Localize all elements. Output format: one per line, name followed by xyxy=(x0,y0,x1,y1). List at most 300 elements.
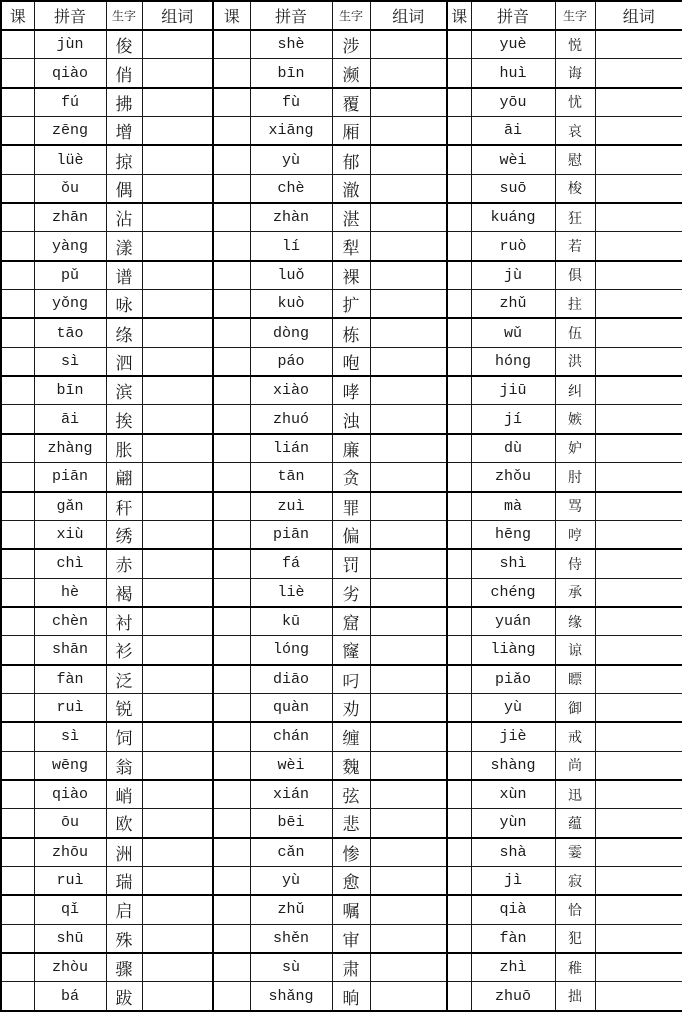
character-cell: 骤 xyxy=(106,953,142,982)
header-cell-words: 组词 xyxy=(142,1,213,30)
pinyin-cell: gǎn xyxy=(34,492,106,521)
words-cell xyxy=(370,578,447,607)
lesson-cell xyxy=(213,693,250,722)
character-cell: 嘱 xyxy=(332,895,370,924)
table-row xyxy=(1,780,682,809)
words-cell xyxy=(142,232,213,261)
table-row xyxy=(1,722,682,751)
pinyin-cell: zhǔ xyxy=(471,290,555,319)
character-cell: 恰 xyxy=(555,895,595,924)
words-cell xyxy=(595,982,682,1011)
table-row xyxy=(1,982,682,1011)
pinyin-cell: jù xyxy=(471,261,555,290)
lesson-cell xyxy=(213,463,250,492)
table-row xyxy=(1,693,682,722)
lesson-cell xyxy=(213,751,250,780)
pinyin-cell: yōu xyxy=(471,88,555,117)
pinyin-cell: luǒ xyxy=(250,261,332,290)
table-row xyxy=(1,59,682,88)
character-cell: 骂 xyxy=(555,492,595,521)
pinyin-cell: zhì xyxy=(471,953,555,982)
character-cell: 峭 xyxy=(106,780,142,809)
character-cell: 扩 xyxy=(332,290,370,319)
words-cell xyxy=(142,838,213,867)
words-cell xyxy=(142,434,213,463)
pinyin-cell: mà xyxy=(471,492,555,521)
lesson-cell xyxy=(1,463,34,492)
words-cell xyxy=(142,492,213,521)
character-cell: 拙 xyxy=(555,982,595,1011)
lesson-cell xyxy=(447,982,471,1011)
pinyin-cell: lí xyxy=(250,232,332,261)
table-row xyxy=(1,520,682,549)
pinyin-cell: tān xyxy=(250,463,332,492)
character-cell: 蕴 xyxy=(555,809,595,838)
words-cell xyxy=(595,520,682,549)
lesson-cell xyxy=(213,232,250,261)
character-cell: 嫉 xyxy=(555,405,595,434)
pinyin-cell: bīn xyxy=(34,376,106,405)
lesson-cell xyxy=(447,780,471,809)
character-cell: 褐 xyxy=(106,578,142,607)
table-row xyxy=(1,145,682,174)
pinyin-cell: fú xyxy=(34,88,106,117)
lesson-cell xyxy=(1,838,34,867)
pinyin-cell: kuò xyxy=(250,290,332,319)
character-cell: 增 xyxy=(106,117,142,146)
lesson-cell xyxy=(1,203,34,232)
lesson-cell xyxy=(447,376,471,405)
header-cell-pinyin: 拼音 xyxy=(250,1,332,30)
pinyin-cell: zhòu xyxy=(34,953,106,982)
lesson-cell xyxy=(1,59,34,88)
lesson-cell xyxy=(213,780,250,809)
character-cell: 罚 xyxy=(332,549,370,578)
pinyin-cell: dòng xyxy=(250,318,332,347)
lesson-cell xyxy=(1,347,34,376)
pinyin-cell: hēng xyxy=(471,520,555,549)
lesson-cell xyxy=(213,982,250,1011)
words-cell xyxy=(370,261,447,290)
pinyin-cell: zhǒu xyxy=(471,463,555,492)
pinyin-cell: piān xyxy=(34,463,106,492)
lesson-cell xyxy=(1,751,34,780)
words-cell xyxy=(142,261,213,290)
character-cell: 肃 xyxy=(332,953,370,982)
words-cell xyxy=(142,578,213,607)
pinyin-cell: sù xyxy=(250,953,332,982)
words-cell xyxy=(370,924,447,953)
lesson-cell xyxy=(213,261,250,290)
character-cell: 罪 xyxy=(332,492,370,521)
lesson-cell xyxy=(1,145,34,174)
lesson-cell xyxy=(1,30,34,59)
character-cell: 迅 xyxy=(555,780,595,809)
pinyin-cell: zhān xyxy=(34,203,106,232)
table-row xyxy=(1,376,682,405)
character-cell: 缠 xyxy=(332,722,370,751)
pinyin-cell: lián xyxy=(250,434,332,463)
character-cell: 纠 xyxy=(555,376,595,405)
character-cell: 饲 xyxy=(106,722,142,751)
table-row xyxy=(1,838,682,867)
pinyin-cell: xiù xyxy=(34,520,106,549)
words-cell xyxy=(595,59,682,88)
pinyin-cell: xùn xyxy=(471,780,555,809)
character-cell: 晌 xyxy=(332,982,370,1011)
pinyin-cell: fàn xyxy=(471,924,555,953)
character-cell: 窿 xyxy=(332,636,370,665)
lesson-cell xyxy=(1,88,34,117)
lesson-cell xyxy=(213,520,250,549)
pinyin-cell: wēng xyxy=(34,751,106,780)
lesson-cell xyxy=(213,607,250,636)
words-cell xyxy=(142,751,213,780)
pinyin-cell: jì xyxy=(471,866,555,895)
words-cell xyxy=(370,290,447,319)
lesson-cell xyxy=(213,895,250,924)
table-row xyxy=(1,434,682,463)
pinyin-cell: shū xyxy=(34,924,106,953)
pinyin-cell: bēi xyxy=(250,809,332,838)
words-cell xyxy=(595,463,682,492)
pinyin-cell: tāo xyxy=(34,318,106,347)
lesson-cell xyxy=(447,953,471,982)
lesson-cell xyxy=(213,953,250,982)
character-cell: 贪 xyxy=(332,463,370,492)
character-cell: 犁 xyxy=(332,232,370,261)
lesson-cell xyxy=(1,780,34,809)
table-row xyxy=(1,607,682,636)
lesson-cell xyxy=(447,751,471,780)
table-row xyxy=(1,117,682,146)
character-cell: 偶 xyxy=(106,174,142,203)
words-cell xyxy=(370,809,447,838)
table-row xyxy=(1,549,682,578)
character-cell: 绦 xyxy=(106,318,142,347)
character-cell: 肘 xyxy=(555,463,595,492)
table-row xyxy=(1,174,682,203)
words-cell xyxy=(142,780,213,809)
character-cell: 漾 xyxy=(106,232,142,261)
character-cell: 叼 xyxy=(332,665,370,694)
lesson-cell xyxy=(1,809,34,838)
table-row xyxy=(1,578,682,607)
table-row xyxy=(1,665,682,694)
header-cell-lesson: 课 xyxy=(213,1,250,30)
table-body xyxy=(1,30,682,1011)
lesson-cell xyxy=(1,549,34,578)
pinyin-cell: zhuō xyxy=(471,982,555,1011)
lesson-cell xyxy=(447,347,471,376)
lesson-cell xyxy=(447,578,471,607)
words-cell xyxy=(370,30,447,59)
pinyin-cell: yuán xyxy=(471,607,555,636)
lesson-cell xyxy=(447,866,471,895)
character-cell: 濒 xyxy=(332,59,370,88)
table-row xyxy=(1,232,682,261)
words-cell xyxy=(595,290,682,319)
pinyin-cell: yù xyxy=(250,145,332,174)
words-cell xyxy=(142,953,213,982)
pinyin-cell: shān xyxy=(34,636,106,665)
character-cell: 寂 xyxy=(555,866,595,895)
character-cell: 伍 xyxy=(555,318,595,347)
pinyin-cell: wǔ xyxy=(471,318,555,347)
words-cell xyxy=(142,809,213,838)
lesson-cell xyxy=(447,924,471,953)
lesson-cell xyxy=(447,405,471,434)
words-cell xyxy=(142,88,213,117)
pinyin-cell: lüè xyxy=(34,145,106,174)
lesson-cell xyxy=(447,722,471,751)
table-row xyxy=(1,261,682,290)
words-cell xyxy=(142,982,213,1011)
words-cell xyxy=(142,290,213,319)
lesson-cell xyxy=(1,376,34,405)
pinyin-cell: zhàn xyxy=(250,203,332,232)
pinyin-cell: xián xyxy=(250,780,332,809)
table-row xyxy=(1,636,682,665)
header-cell-words: 组词 xyxy=(595,1,682,30)
words-cell xyxy=(370,376,447,405)
character-cell: 拂 xyxy=(106,88,142,117)
pinyin-cell: yàng xyxy=(34,232,106,261)
header-row xyxy=(1,1,682,30)
pinyin-cell: ǒu xyxy=(34,174,106,203)
lesson-cell xyxy=(1,174,34,203)
pinyin-cell: shè xyxy=(250,30,332,59)
lesson-cell xyxy=(213,549,250,578)
character-cell: 衬 xyxy=(106,607,142,636)
character-cell: 御 xyxy=(555,693,595,722)
header-cell-character: 生字 xyxy=(555,1,595,30)
pinyin-cell: lóng xyxy=(250,636,332,665)
pinyin-cell: qǐ xyxy=(34,895,106,924)
pinyin-cell: wèi xyxy=(250,751,332,780)
lesson-cell xyxy=(1,982,34,1011)
character-cell: 浊 xyxy=(332,405,370,434)
lesson-cell xyxy=(447,463,471,492)
character-cell: 哼 xyxy=(555,520,595,549)
character-cell: 悲 xyxy=(332,809,370,838)
words-cell xyxy=(595,838,682,867)
character-cell: 洲 xyxy=(106,838,142,867)
pinyin-cell: sì xyxy=(34,722,106,751)
character-cell: 殊 xyxy=(106,924,142,953)
lesson-cell xyxy=(213,492,250,521)
words-cell xyxy=(370,895,447,924)
table-row xyxy=(1,492,682,521)
words-cell xyxy=(595,780,682,809)
pinyin-cell: xiāng xyxy=(250,117,332,146)
lesson-cell xyxy=(447,30,471,59)
words-cell xyxy=(370,434,447,463)
lesson-cell xyxy=(447,895,471,924)
pinyin-cell: yù xyxy=(250,866,332,895)
words-cell xyxy=(370,203,447,232)
words-cell xyxy=(142,549,213,578)
pinyin-cell: fù xyxy=(250,88,332,117)
table-row xyxy=(1,203,682,232)
lesson-cell xyxy=(447,838,471,867)
character-cell: 劝 xyxy=(332,693,370,722)
lesson-cell xyxy=(447,88,471,117)
lesson-cell xyxy=(447,636,471,665)
table-row xyxy=(1,751,682,780)
words-cell xyxy=(142,665,213,694)
character-cell: 欧 xyxy=(106,809,142,838)
lesson-cell xyxy=(447,145,471,174)
pinyin-cell: shà xyxy=(471,838,555,867)
lesson-cell xyxy=(447,607,471,636)
header-cell-lesson: 课 xyxy=(447,1,471,30)
table-row xyxy=(1,88,682,117)
lesson-cell xyxy=(447,117,471,146)
character-cell: 哮 xyxy=(332,376,370,405)
words-cell xyxy=(595,174,682,203)
character-cell: 窟 xyxy=(332,607,370,636)
pinyin-cell: suō xyxy=(471,174,555,203)
character-cell: 翁 xyxy=(106,751,142,780)
lesson-cell xyxy=(447,290,471,319)
lesson-cell xyxy=(213,203,250,232)
table-row xyxy=(1,463,682,492)
words-cell xyxy=(142,145,213,174)
character-cell: 覆 xyxy=(332,88,370,117)
words-cell xyxy=(370,838,447,867)
words-cell xyxy=(370,780,447,809)
words-cell xyxy=(595,578,682,607)
lesson-cell xyxy=(213,347,250,376)
lesson-cell xyxy=(1,895,34,924)
pinyin-cell: hè xyxy=(34,578,106,607)
table-row xyxy=(1,290,682,319)
table-row xyxy=(1,405,682,434)
words-cell xyxy=(595,347,682,376)
words-cell xyxy=(142,636,213,665)
words-cell xyxy=(595,376,682,405)
character-cell: 胀 xyxy=(106,434,142,463)
character-cell: 洪 xyxy=(555,347,595,376)
character-cell: 若 xyxy=(555,232,595,261)
character-cell: 泗 xyxy=(106,347,142,376)
pinyin-cell: yùn xyxy=(471,809,555,838)
lesson-cell xyxy=(447,318,471,347)
character-cell: 廉 xyxy=(332,434,370,463)
words-cell xyxy=(595,492,682,521)
words-cell xyxy=(142,866,213,895)
character-cell: 诲 xyxy=(555,59,595,88)
pinyin-cell: liàng xyxy=(471,636,555,665)
table-row xyxy=(1,924,682,953)
pinyin-cell: chéng xyxy=(471,578,555,607)
pinyin-cell: liè xyxy=(250,578,332,607)
words-cell xyxy=(370,636,447,665)
lesson-cell xyxy=(447,693,471,722)
pinyin-cell: zhōu xyxy=(34,838,106,867)
lesson-cell xyxy=(1,665,34,694)
table-row xyxy=(1,30,682,59)
lesson-cell xyxy=(213,722,250,751)
words-cell xyxy=(595,924,682,953)
pinyin-cell: yǒng xyxy=(34,290,106,319)
words-cell xyxy=(142,203,213,232)
lesson-cell xyxy=(447,492,471,521)
pinyin-cell: pǔ xyxy=(34,261,106,290)
words-cell xyxy=(142,376,213,405)
words-cell xyxy=(370,174,447,203)
character-cell: 启 xyxy=(106,895,142,924)
words-cell xyxy=(370,145,447,174)
character-cell: 湛 xyxy=(332,203,370,232)
words-cell xyxy=(142,693,213,722)
character-cell: 梭 xyxy=(555,174,595,203)
pinyin-cell: jí xyxy=(471,405,555,434)
lesson-cell xyxy=(213,405,250,434)
lesson-cell xyxy=(213,809,250,838)
words-cell xyxy=(370,463,447,492)
lesson-cell xyxy=(213,117,250,146)
table-row xyxy=(1,347,682,376)
character-cell: 愈 xyxy=(332,866,370,895)
pinyin-cell: bá xyxy=(34,982,106,1011)
table-header xyxy=(1,1,682,30)
pinyin-cell: piān xyxy=(250,520,332,549)
pinyin-cell: quàn xyxy=(250,693,332,722)
lesson-cell xyxy=(447,520,471,549)
character-cell: 哀 xyxy=(555,117,595,146)
character-cell: 慰 xyxy=(555,145,595,174)
character-cell: 挨 xyxy=(106,405,142,434)
pinyin-cell: páo xyxy=(250,347,332,376)
pinyin-cell: wèi xyxy=(471,145,555,174)
pinyin-cell: zēng xyxy=(34,117,106,146)
lesson-cell xyxy=(213,88,250,117)
pinyin-cell: qiào xyxy=(34,59,106,88)
words-cell xyxy=(142,59,213,88)
pinyin-cell: qiào xyxy=(34,780,106,809)
character-cell: 侍 xyxy=(555,549,595,578)
words-cell xyxy=(370,492,447,521)
words-cell xyxy=(595,88,682,117)
words-cell xyxy=(370,520,447,549)
pinyin-cell: sì xyxy=(34,347,106,376)
pinyin-cell: jiè xyxy=(471,722,555,751)
pinyin-cell: āi xyxy=(471,117,555,146)
lesson-cell xyxy=(1,636,34,665)
pinyin-cell: shì xyxy=(471,549,555,578)
pinyin-cell: zhuó xyxy=(250,405,332,434)
words-cell xyxy=(370,866,447,895)
character-cell: 谅 xyxy=(555,636,595,665)
character-cell: 稚 xyxy=(555,953,595,982)
pinyin-cell: chì xyxy=(34,549,106,578)
header-cell-words: 组词 xyxy=(370,1,447,30)
pinyin-cell: dù xyxy=(471,434,555,463)
character-cell: 审 xyxy=(332,924,370,953)
words-cell xyxy=(370,751,447,780)
character-cell: 锐 xyxy=(106,693,142,722)
words-cell xyxy=(595,405,682,434)
character-cell: 泛 xyxy=(106,665,142,694)
pinyin-cell: ruì xyxy=(34,866,106,895)
header-cell-character: 生字 xyxy=(106,1,142,30)
character-cell: 拄 xyxy=(555,290,595,319)
lesson-cell xyxy=(447,261,471,290)
words-cell xyxy=(370,665,447,694)
lesson-cell xyxy=(447,665,471,694)
